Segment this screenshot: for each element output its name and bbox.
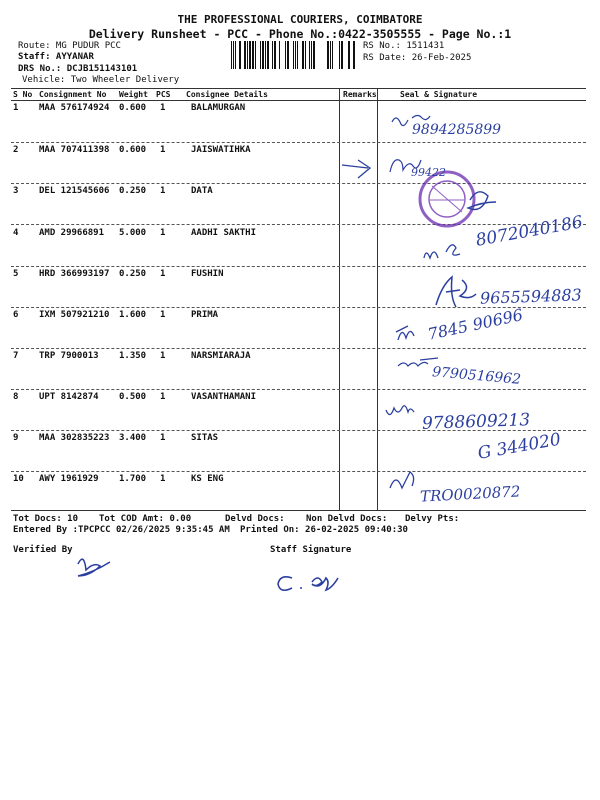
delivered-docs: Delvd Docs: bbox=[225, 514, 285, 524]
handwritten-phone: TRO0020872 bbox=[419, 482, 521, 506]
row-consignment-no: UPT 8142874 bbox=[39, 392, 99, 402]
row-pcs: 1 bbox=[160, 433, 166, 443]
col-header-remarks: Remarks bbox=[343, 90, 377, 99]
row-consignment-no: MAA 576174924 bbox=[39, 103, 110, 113]
row-consignee: FUSHIN bbox=[191, 269, 224, 279]
col-header-consignment: Consignment No bbox=[39, 90, 107, 99]
row-sno: 2 bbox=[13, 145, 19, 155]
staff-label: Staff: AYYANAR bbox=[18, 52, 94, 62]
col-header-consignee: Consignee Details bbox=[186, 90, 268, 99]
delivery-points: Delvy Pts: bbox=[405, 514, 460, 524]
row-consignment-no: IXM 507921210 bbox=[39, 310, 110, 320]
row-consignment-no: DEL 121545606 bbox=[39, 186, 110, 196]
signature-scribble bbox=[436, 277, 476, 307]
verified-by-label: Verified By bbox=[13, 545, 73, 555]
col-header-seal-signature: Seal & Signature bbox=[400, 90, 478, 99]
row-weight: 0.250 bbox=[119, 186, 147, 196]
row-pcs: 1 bbox=[160, 351, 166, 361]
row-consignee: KS ENG bbox=[191, 474, 224, 484]
staff-signature-label: Staff Signature bbox=[270, 545, 352, 555]
row-consignee: JAISWATIHKA bbox=[191, 145, 251, 155]
signature-scribble bbox=[396, 326, 414, 340]
handwritten-phone: 9790516962 bbox=[431, 364, 522, 388]
row-sno: 8 bbox=[13, 392, 19, 402]
row-sno: 5 bbox=[13, 269, 19, 279]
row-consignment-no: TRP 7900013 bbox=[39, 351, 99, 361]
row-weight: 1.350 bbox=[119, 351, 147, 361]
row-consignee: DATA bbox=[191, 186, 213, 196]
handwritten-phone: 7845 90696 bbox=[426, 305, 525, 344]
row-consignment-no: MAA 302835223 bbox=[39, 433, 110, 443]
row-weight: 0.600 bbox=[119, 103, 147, 113]
route-label: Route: MG PUDUR PCC bbox=[18, 41, 121, 51]
row-sno: 7 bbox=[13, 351, 19, 361]
handwritten-phone: 8072040186 bbox=[474, 212, 585, 251]
signature-scribble bbox=[390, 472, 414, 488]
row-pcs: 1 bbox=[160, 474, 166, 484]
handwritten-phone: 99422 bbox=[411, 166, 446, 179]
row-sno: 6 bbox=[13, 310, 19, 320]
row-weight: 3.400 bbox=[119, 433, 147, 443]
rs-number: RS No.: 1511431 bbox=[363, 41, 445, 51]
row-consignee: PRIMA bbox=[191, 310, 219, 320]
row-weight: 0.250 bbox=[119, 269, 147, 279]
row-pcs: 1 bbox=[160, 392, 166, 402]
row-consignee: NARSMIARAJA bbox=[191, 351, 251, 361]
col-header-sno: S No bbox=[13, 90, 33, 99]
col-header-weight: Weight bbox=[119, 90, 148, 99]
handwritten-phone: 9655594883 bbox=[479, 285, 583, 308]
row-weight: 0.500 bbox=[119, 392, 147, 402]
runsheet-subtitle: Delivery Runsheet - PCC - Phone No.:0422-3505555 - Page No.:1 bbox=[88, 27, 512, 41]
vehicle-label: Vehicle: Two Wheeler Delivery bbox=[22, 75, 180, 85]
row-consignee: SITAS bbox=[191, 433, 219, 443]
row-sno: 3 bbox=[13, 186, 19, 196]
total-cod-amount: Tot COD Amt: 0.00 bbox=[99, 514, 192, 524]
row-consignment-no: MAA 707411398 bbox=[39, 145, 110, 155]
row-weight: 0.600 bbox=[119, 145, 147, 155]
row-sno: 10 bbox=[13, 474, 24, 484]
row-pcs: 1 bbox=[160, 145, 166, 155]
rs-date: RS Date: 26-Feb-2025 bbox=[363, 53, 472, 63]
staff-signature-mark bbox=[278, 577, 338, 590]
col-header-pcs: PCS bbox=[156, 90, 171, 99]
arrow-mark bbox=[342, 160, 370, 178]
row-sno: 4 bbox=[13, 228, 19, 238]
row-consignment-no: AWY 1961929 bbox=[39, 474, 99, 484]
stamp-seal bbox=[420, 172, 474, 226]
handwritten-phone: 9894285899 bbox=[412, 122, 502, 138]
row-sno: 9 bbox=[13, 433, 19, 443]
verified-by-mark bbox=[78, 559, 110, 576]
row-sno: 1 bbox=[13, 103, 19, 113]
row-pcs: 1 bbox=[160, 228, 166, 238]
entered-by: Entered By :TPCPCC 02/26/2025 9:35:45 AM bbox=[13, 525, 230, 535]
row-weight: 5.000 bbox=[119, 228, 147, 238]
row-pcs: 1 bbox=[160, 269, 166, 279]
company-title: THE PROFESSIONAL COURIERS, COIMBATORE bbox=[177, 13, 423, 26]
row-consignment-no: AMD 29966891 bbox=[39, 228, 105, 238]
row-consignee: AADHI SAKTHI bbox=[191, 228, 257, 238]
row-pcs: 1 bbox=[160, 310, 166, 320]
signature-scribble bbox=[386, 406, 414, 415]
handwritten-phone: 9788609213 bbox=[421, 410, 531, 434]
non-delivered-docs: Non Delvd Docs: bbox=[306, 514, 388, 524]
row-weight: 1.700 bbox=[119, 474, 147, 484]
row-pcs: 1 bbox=[160, 103, 166, 113]
total-docs: Tot Docs: 10 bbox=[13, 514, 79, 524]
row-consignee: VASANTHAMANI bbox=[191, 392, 257, 402]
row-consignment-no: HRD 366993197 bbox=[39, 269, 110, 279]
row-weight: 1.600 bbox=[119, 310, 147, 320]
signature-scribble bbox=[424, 245, 460, 258]
handwritten-phone: G 344020 bbox=[476, 429, 563, 464]
row-pcs: 1 bbox=[160, 186, 166, 196]
printed-on: Printed On: 26-02-2025 09:40:30 bbox=[240, 525, 408, 535]
drs-number: DRS No.: DCJB151143101 bbox=[18, 64, 138, 74]
row-consignee: BALAMURGAN bbox=[191, 103, 246, 113]
